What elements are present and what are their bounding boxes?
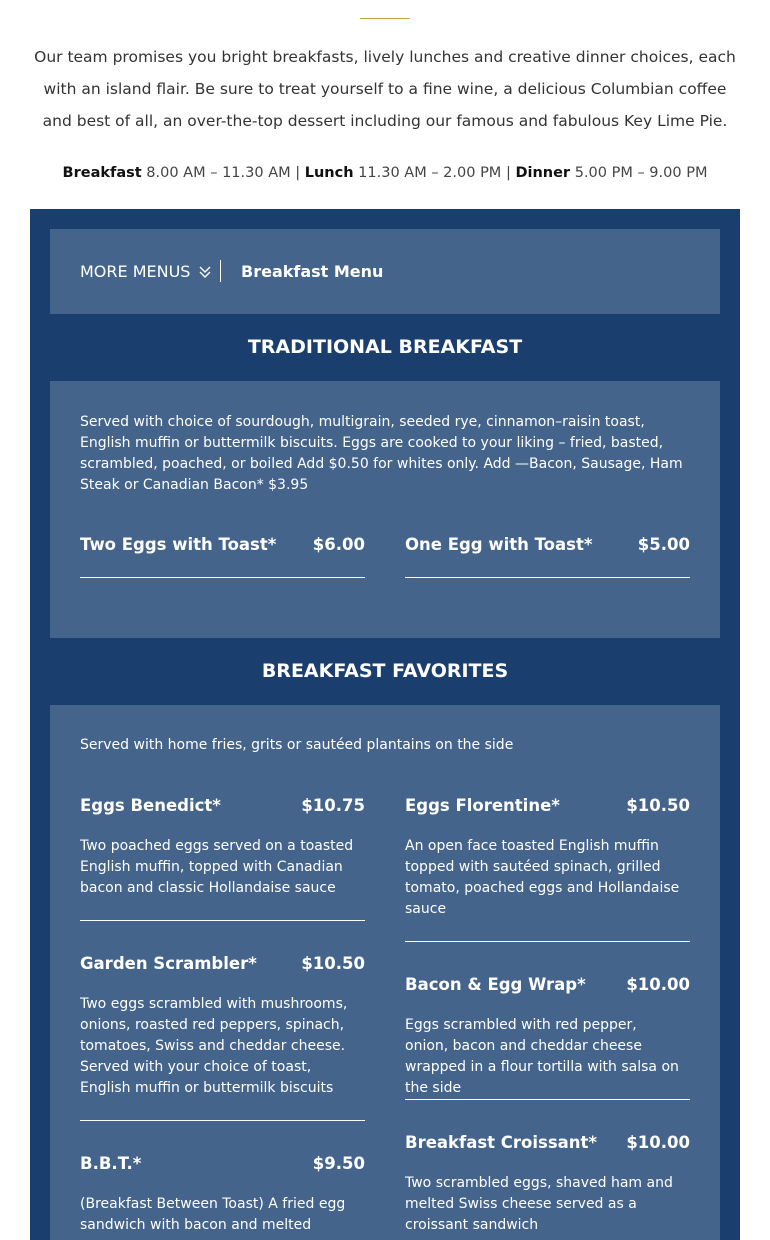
menu-item	[80, 1152, 365, 1240]
breakfast-favorites-title: BREAKFAST FAVORITES	[261, 660, 509, 682]
traditional-description: Served with choice of sourdough, multigrain, seeded rye, cinnamon–raisin toast, English muffin or buttermilk biscuits. Eggs are cooked to your liking – fried, basted, scrambled, poached, or boiled Add $0.50 for whites only. Add —Bacon, Sausage, Ham Steak or Canadian Bacon* $3.95	[80, 414, 683, 493]
double-chevron-down-icon	[198, 264, 212, 280]
menu-bar-separator	[220, 260, 221, 282]
item-price: $10.00	[626, 975, 690, 994]
item-price: $10.50	[301, 954, 365, 973]
hours-separator: |	[295, 165, 301, 181]
item-description: An open face toasted English muffin topped with sautéed spinach, grilled tomato, poached eggs and Hollandaise sauce	[405, 838, 680, 917]
dinner-label: Dinner	[515, 165, 571, 181]
breakfast-time: 8.00 AM – 11.30 AM	[146, 165, 291, 181]
item-description: Eggs scrambled with red pepper, onion, bacon and cheddar cheese wrapped in a flour tortilla with salsa on the side	[405, 1017, 679, 1096]
hours-separator: |	[505, 165, 511, 181]
item-description: Two poached eggs served on a toasted English muffin, topped with Canadian bacon and classic Hollandaise sauce	[80, 838, 354, 896]
menu-item	[405, 533, 690, 579]
breakfast-label: Breakfast	[62, 165, 142, 181]
menu-item	[80, 533, 365, 579]
item-name: One Egg with Toast*	[405, 535, 593, 554]
item-price: $6.00	[312, 535, 365, 554]
item-divider	[405, 941, 690, 942]
more-menus-label: MORE MENUS	[80, 262, 191, 281]
item-price: $10.75	[301, 796, 365, 815]
item-name: Two Eggs with Toast*	[80, 535, 277, 554]
menu-item	[80, 952, 365, 1124]
item-divider	[80, 1120, 365, 1121]
item-price: $9.50	[312, 1154, 365, 1173]
dinner-time: 5.00 PM – 9.00 PM	[574, 165, 708, 181]
hours-line	[0, 160, 770, 186]
breakfast-favorites-panel	[50, 705, 720, 1240]
item-divider	[80, 577, 365, 578]
gold-divider	[360, 18, 410, 19]
lunch-label: Lunch	[304, 165, 354, 181]
item-description: Two eggs scrambled with mushrooms, onions, roasted red peppers, spinach, tomatoes, Swiss and cheddar cheese. Served with your choice of toast, English muffin or buttermilk biscuits	[80, 996, 348, 1096]
item-name: Eggs Benedict*	[80, 796, 221, 815]
item-price: $5.00	[637, 535, 690, 554]
menu-item	[405, 973, 690, 1103]
item-divider	[80, 920, 365, 921]
intro-paragraph: Our team promises you bright breakfasts, lively lunches and creative dinner choices, each with an island flair. Be sure to treat yourself to a fine wine, a delicious Columbian coffee and best of all, an over-the-top dessert including our famous and fabulous Key Lime Pie.	[34, 48, 736, 130]
item-divider	[405, 1099, 690, 1100]
item-price: $10.00	[626, 1133, 690, 1152]
item-name: Bacon & Egg Wrap*	[405, 975, 586, 994]
menu-section	[30, 209, 740, 1240]
item-price: $10.50	[626, 796, 690, 815]
menu-item	[80, 794, 365, 924]
more-menus-button[interactable]	[80, 259, 212, 285]
traditional-breakfast-title: TRADITIONAL BREAKFAST	[247, 336, 523, 358]
traditional-breakfast-panel	[50, 381, 720, 638]
menu-item	[405, 794, 690, 945]
item-divider	[405, 577, 690, 578]
item-name: B.B.T.*	[80, 1154, 142, 1173]
current-menu-label[interactable]: Breakfast Menu	[241, 262, 384, 281]
menu-item	[405, 1131, 690, 1240]
lunch-time: 11.30 AM – 2.00 PM	[358, 165, 502, 181]
item-name: Eggs Florentine*	[405, 796, 560, 815]
item-description: (Breakfast Between Toast) A fried egg sandwich with bacon and melted	[80, 1196, 346, 1233]
menu-bar	[50, 229, 720, 314]
item-description: Two scrambled eggs, shaved ham and melted Swiss cheese served as a croissant sandwich	[405, 1175, 673, 1233]
item-name: Garden Scrambler*	[80, 954, 257, 973]
favorites-description: Served with home fries, grits or sautéed plantains on the side	[80, 737, 514, 753]
item-name: Breakfast Croissant*	[405, 1133, 598, 1152]
